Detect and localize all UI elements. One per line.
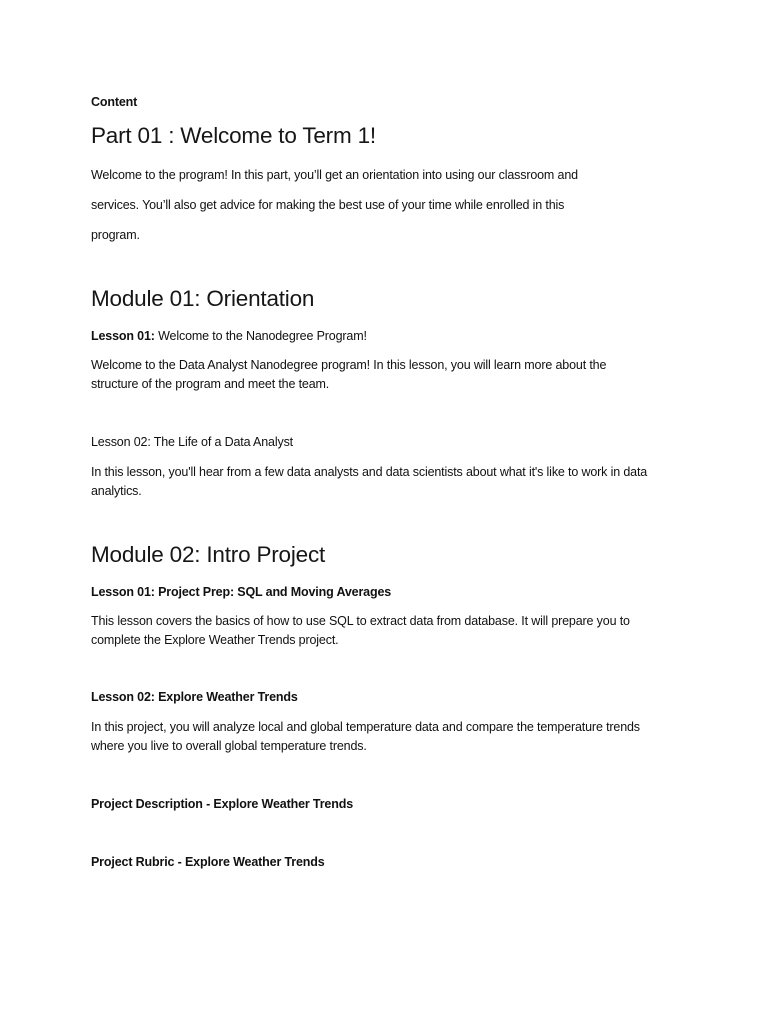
module1-lesson2-desc-line-1: In this lesson, you'll hear from a few data analysts and data scientists about what it's like to work in data (91, 465, 648, 479)
module1-lesson2-desc-line-2: analytics. (91, 484, 142, 498)
module2-lesson2-title: Lesson 02: Explore Weather Trends (91, 690, 298, 704)
module2-lesson2-desc-line-2: where you live to overall global temperature trends. (91, 739, 367, 753)
module2-lesson2-desc-line-1: In this project, you will analyze local and global temperature data and compare the temperature trends (91, 720, 640, 734)
module2-lesson1-title: Lesson 01: Project Prep: SQL and Moving Averages (91, 585, 392, 599)
module2-title: Module 02: Intro Project (91, 542, 326, 567)
module1-lesson1-title (91, 327, 367, 345)
part-intro-line-1: Welcome to the program! In this part, you’ll get an orientation into using our classroom and (91, 168, 578, 182)
part-intro-line-3: program. (91, 228, 140, 242)
module1-lesson1-prefix: Lesson 01: (91, 329, 155, 343)
module2-lesson1-desc-line-1: This lesson covers the basics of how to use SQL to extract data from database. It will prepare you to (91, 614, 630, 628)
module1-lesson2-title: Lesson 02: The Life of a Data Analyst (91, 435, 293, 449)
module1-lesson1-name: Welcome to the Nanodegree Program! (154, 329, 367, 343)
module1-lesson1-desc-line-1: Welcome to the Data Analyst Nanodegree program! In this lesson, you will learn more about the (91, 358, 607, 372)
project-description: Project Description - Explore Weather Trends (91, 797, 353, 811)
module1-lesson1-desc-line-2: structure of the program and meet the team. (91, 377, 330, 391)
project-rubric: Project Rubric - Explore Weather Trends (91, 855, 325, 869)
part-intro-line-2: services. You’ll also get advice for making the best use of your time while enrolled in this (91, 198, 565, 212)
part-title: Part 01 : Welcome to Term 1! (91, 123, 376, 148)
content-label: Content (91, 95, 138, 109)
module2-lesson1-desc-line-2: complete the Explore Weather Trends project. (91, 633, 339, 647)
module1-title: Module 01: Orientation (91, 286, 315, 311)
